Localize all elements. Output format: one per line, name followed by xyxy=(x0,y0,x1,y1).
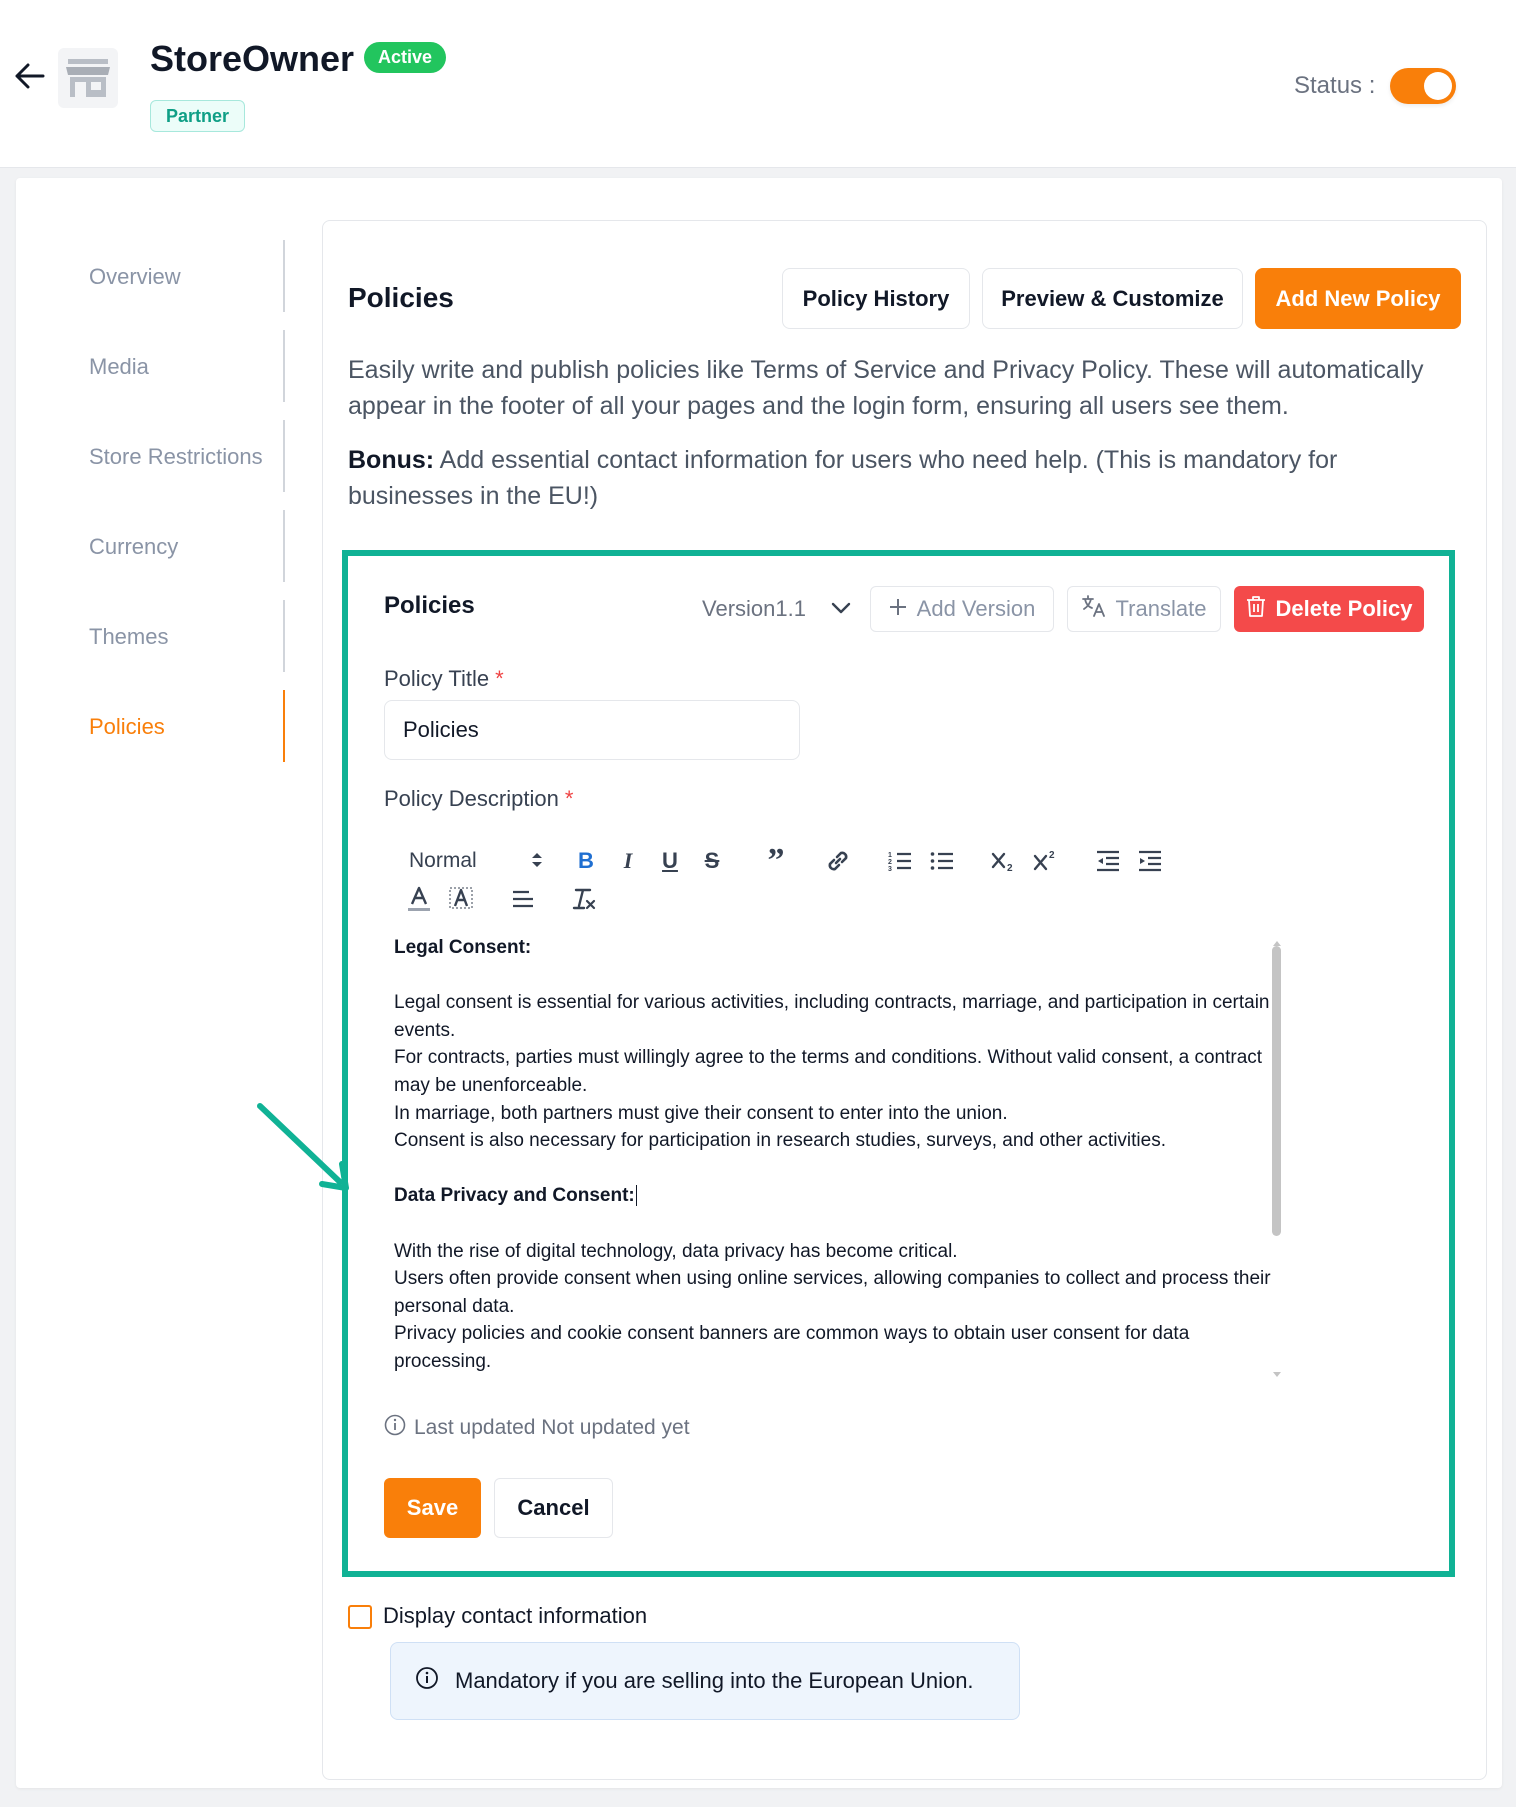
toggle-knob xyxy=(1424,72,1452,100)
policy-description-label xyxy=(384,786,573,812)
partner-badge: Partner xyxy=(150,100,245,132)
add-version-label: Add Version xyxy=(916,596,1036,621)
policy-description-editor[interactable] xyxy=(394,934,1274,1378)
content-heading-text: Data Privacy and Consent: xyxy=(394,1185,635,1207)
sidebar-item-themes[interactable]: Themes xyxy=(89,624,169,649)
sidebar-item-policies[interactable]: Policies xyxy=(89,714,165,739)
text-cursor xyxy=(636,1185,637,1206)
svg-text:2: 2 xyxy=(888,859,892,866)
ordered-list-icon[interactable] xyxy=(883,844,917,878)
info-icon xyxy=(415,1666,439,1696)
bonus-note xyxy=(348,442,1458,514)
policy-title-input[interactable] xyxy=(384,700,800,760)
content-paragraph: Legal consent is essential for various activities, including contracts, marriage, and participation in certain events. xyxy=(394,992,1270,1041)
active-badge: Active xyxy=(364,42,446,73)
translate-label: Translate xyxy=(1115,596,1207,621)
save-button[interactable]: Save xyxy=(384,1478,481,1538)
bonus-text: Add essential contact information for users who need help. (This is mandatory for businesses in the EU!) xyxy=(348,446,1338,510)
add-new-policy-button[interactable]: Add New Policy xyxy=(1255,268,1461,329)
svg-text:2: 2 xyxy=(1007,863,1013,873)
align-icon[interactable] xyxy=(506,882,540,916)
svg-text:1: 1 xyxy=(888,852,892,859)
sidebar-item-media[interactable]: Media xyxy=(89,354,149,379)
svg-text:3: 3 xyxy=(888,866,892,872)
italic-icon[interactable]: I xyxy=(623,848,633,873)
last-updated-text: Last updated Not updated yet xyxy=(414,1416,690,1439)
eu-info-text: Mandatory if you are selling into the European Union. xyxy=(455,1668,974,1693)
outdent-icon[interactable] xyxy=(1091,844,1125,878)
scroll-down-icon[interactable] xyxy=(1272,1366,1282,1374)
store-name: StoreOwner xyxy=(150,38,355,79)
content-heading: Legal Consent: xyxy=(394,937,532,958)
preview-customize-button[interactable]: Preview & Customize xyxy=(982,268,1243,329)
translate-button[interactable] xyxy=(1067,586,1221,632)
sidebar-item-store-restrictions[interactable]: Store Restrictions xyxy=(89,444,263,469)
superscript-icon[interactable] xyxy=(1029,844,1063,878)
content-paragraph: Consent is also necessary for participation in research studies, surveys, and other activities. xyxy=(394,1130,1166,1152)
link-icon[interactable] xyxy=(821,844,855,878)
policy-history-button[interactable]: Policy History xyxy=(782,268,970,329)
trash-icon xyxy=(1246,595,1266,623)
content-paragraph: With the rise of digital technology, data privacy has become critical. xyxy=(394,1240,958,1262)
top-bar xyxy=(0,0,1516,168)
eu-info-box xyxy=(390,1642,1020,1720)
required-mark: * xyxy=(495,666,504,691)
annotation-arrow-icon xyxy=(250,1098,360,1198)
content-paragraph: For contracts, parties must willingly agree to the terms and conditions. Without valid consent, a contract may be unenforceable. xyxy=(394,1047,1263,1096)
chevron-down-icon xyxy=(830,596,852,624)
sidebar-divider xyxy=(283,330,285,402)
editor-scrollbar-thumb[interactable] xyxy=(1272,946,1281,1236)
svg-text:2: 2 xyxy=(1049,850,1055,861)
last-updated-info xyxy=(384,1414,690,1442)
sidebar-divider xyxy=(283,420,285,492)
version-select[interactable] xyxy=(702,586,852,632)
page-title: Policies xyxy=(348,282,454,313)
format-select[interactable] xyxy=(409,844,549,878)
content-paragraph: In marriage, both partners must give their consent to enter into the union. xyxy=(394,1102,1008,1124)
format-value: Normal xyxy=(409,849,477,872)
bullet-list-icon[interactable] xyxy=(925,844,959,878)
sidebar-active-indicator xyxy=(283,690,285,762)
required-mark: * xyxy=(564,786,574,811)
sidebar-divider xyxy=(283,240,285,312)
version-value: Version1.1 xyxy=(702,596,806,621)
add-version-button[interactable] xyxy=(870,586,1054,632)
back-arrow-icon[interactable] xyxy=(10,56,50,96)
sidebar-item-overview[interactable]: Overview xyxy=(89,264,181,289)
bold-icon[interactable]: B xyxy=(578,848,594,873)
updown-chevron-icon xyxy=(531,850,543,876)
plus-icon xyxy=(889,596,907,622)
scroll-up-icon[interactable] xyxy=(1272,934,1282,942)
clear-format-icon[interactable] xyxy=(568,882,602,916)
blank-line xyxy=(394,1210,1274,1238)
policy-description-label-text: Policy Description xyxy=(384,786,559,811)
content-paragraph: Privacy policies and cookie consent banners are common ways to obtain user consent for data processing. xyxy=(394,1323,1190,1372)
display-contact-label[interactable]: Display contact information xyxy=(383,1603,648,1628)
status-label: Status : xyxy=(1294,72,1376,99)
bonus-label: Bonus: xyxy=(348,446,435,474)
sidebar-divider xyxy=(283,510,285,582)
policy-title-label-text: Policy Title xyxy=(384,666,490,691)
translate-icon xyxy=(1082,595,1106,623)
status-toggle[interactable] xyxy=(1390,68,1456,104)
delete-policy-label: Delete Policy xyxy=(1275,596,1413,621)
blank-line xyxy=(394,1155,1274,1183)
sidebar-divider xyxy=(283,600,285,672)
sidebar-item-currency[interactable]: Currency xyxy=(89,534,179,559)
text-color-icon[interactable] xyxy=(402,882,436,916)
background-color-icon[interactable] xyxy=(444,882,478,916)
store-icon xyxy=(58,48,118,108)
subscript-icon[interactable] xyxy=(987,844,1021,878)
policies-description: Easily write and publish policies like Terms of Service and Privacy Policy. These will automatically appear in the footer of all your pages and the login form, ensuring all users see them. xyxy=(348,356,1424,420)
strikethrough-icon[interactable]: S xyxy=(704,848,720,873)
policy-title-label xyxy=(384,666,504,692)
content-heading xyxy=(394,1182,1274,1210)
blank-line xyxy=(394,962,1274,990)
policy-panel-title: Policies xyxy=(384,592,475,619)
info-icon xyxy=(384,1414,406,1442)
display-contact-checkbox[interactable] xyxy=(348,1605,372,1629)
delete-policy-button[interactable] xyxy=(1234,586,1424,632)
cancel-button[interactable]: Cancel xyxy=(494,1478,613,1538)
indent-icon[interactable] xyxy=(1133,844,1167,878)
blockquote-icon[interactable]: ” xyxy=(767,842,785,879)
editor-toolbar xyxy=(394,840,1294,920)
underline-icon[interactable]: U xyxy=(662,848,678,873)
content-paragraph: Users often provide consent when using online services, allowing companies to collect and process their personal data. xyxy=(394,1268,1271,1317)
